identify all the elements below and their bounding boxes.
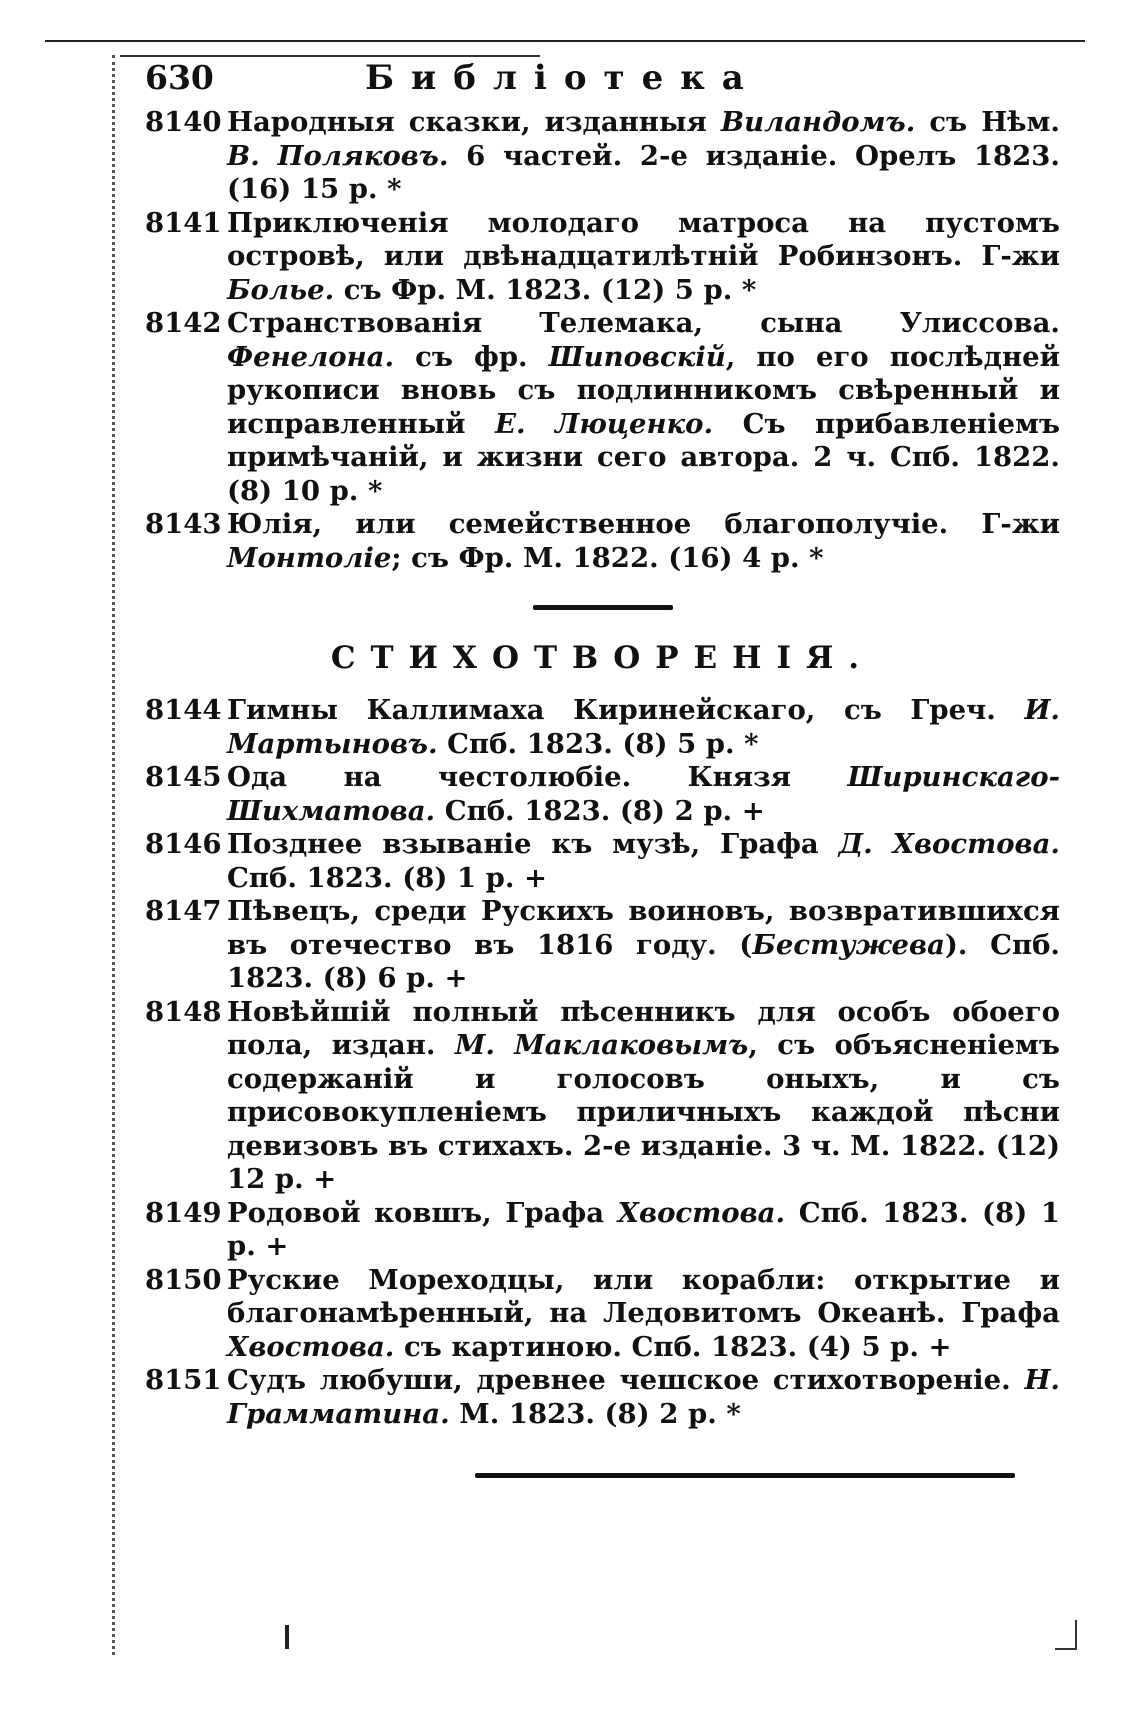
section-heading: СТИХОТВОРЕНІЯ. bbox=[330, 640, 875, 676]
catalog-entry bbox=[145, 1364, 1060, 1431]
catalog-entry bbox=[145, 996, 1060, 1197]
scan-border-top-inner bbox=[120, 55, 540, 57]
entry-text: Судъ любуши, древнее чешское стихотвореніе. Н. Грамматина. М. 1823. (8) 2 р. * bbox=[227, 1364, 1060, 1430]
catalog-entry bbox=[145, 1264, 1060, 1365]
running-title: Библіотека bbox=[365, 58, 761, 98]
scan-left-edge bbox=[112, 55, 121, 1655]
catalog-entry bbox=[145, 106, 1060, 207]
scan-mark-right-foot bbox=[1055, 1648, 1077, 1650]
entry-number: 8145 bbox=[145, 761, 222, 793]
entry-number: 8150 bbox=[145, 1263, 222, 1296]
entries-bottom-list bbox=[145, 694, 1060, 1431]
scan-border-top bbox=[45, 40, 1085, 42]
entry-text: Странствованія Телемака, сына Улиссова. Фенелона. съ фр. Шиповскій, по его послѣдней рукописи вновь съ подлинникомъ свѣренный и исправленный Е. Люценко. Съ прибавленіемъ примѣчаній, и жизни сего автора. 2 ч. Спб. 1822. (8) 10 р. * bbox=[227, 307, 1060, 507]
entry-number: 8143 bbox=[145, 508, 222, 540]
scan-mark-right bbox=[1075, 1620, 1077, 1648]
entry-text: Гимны Каллимаха Киринейскаго, съ Греч. И. Мартыновъ. Спб. 1823. (8) 5 р. * bbox=[227, 694, 1060, 760]
entry-number: 8140 bbox=[145, 106, 222, 138]
book-page bbox=[145, 58, 1060, 1478]
entry-text: Новѣйшій полный пѣсенникъ для особъ обоего пола, издан. М. Маклаковымъ, съ объясненіемъ содержаній и голосовъ оныхъ, и съ присовокупленіемъ приличныхъ каждой пѣсни девизовъ въ стихахъ. 2-е изданіе. 3 ч. М. 1822. (12) 12 р. + bbox=[227, 995, 1060, 1195]
entry-number: 8147 bbox=[145, 895, 222, 927]
entry-text: Приключенія молодаго матроса на пустомъ островѣ, или двѣнадцатилѣтній Робинзонъ. Г-жи Болье. съ Фр. М. 1823. (12) 5 р. * bbox=[227, 206, 1060, 306]
catalog-entry bbox=[145, 508, 1060, 575]
catalog-entry bbox=[145, 694, 1060, 761]
entry-text: Народныя сказки, изданныя Виландомъ. съ Нѣм. В. Поляковъ. 6 частей. 2-е изданіе. Орелъ 1823. (16) 15 р. * bbox=[227, 106, 1060, 205]
section-divider bbox=[533, 605, 673, 610]
entry-text: Родовой ковшъ, Графа Хвостова. Спб. 1823. (8) 1 р. + bbox=[227, 1196, 1060, 1262]
entry-number: 8144 bbox=[145, 694, 222, 726]
catalog-entry bbox=[145, 761, 1060, 828]
entry-text: Пѣвецъ, среди Рускихъ воиновъ, возвратившихся въ отечество въ 1816 году. (Бестужева). Спб. 1823. (8) 6 р. + bbox=[227, 895, 1061, 994]
entry-text: Позднее взываніе къ музѣ, Графа Д. Хвостова. Спб. 1823. (8) 1 р. + bbox=[227, 828, 1060, 894]
catalog-entry bbox=[145, 1197, 1060, 1264]
entry-text: Юлія, или семейственное благополучіе. Г-жи Монтоліе; съ Фр. М. 1822. (16) 4 р. * bbox=[227, 508, 1060, 574]
catalog-entry bbox=[145, 895, 1060, 996]
entry-number: 8151 bbox=[145, 1364, 222, 1396]
catalog-entry bbox=[145, 828, 1060, 895]
entry-number: 8149 bbox=[145, 1196, 222, 1229]
catalog-entry bbox=[145, 207, 1060, 308]
scan-mark-left bbox=[285, 1625, 289, 1649]
page-end-rule bbox=[475, 1473, 1015, 1478]
entry-number: 8146 bbox=[145, 828, 222, 860]
entry-text: Руские Мореходцы, или корабли: открытие и благонамѣренный, на Ледовитомъ Океанѣ. Графа Хвостова. съ картиною. Спб. 1823. (4) 5 р. + bbox=[227, 1263, 1060, 1363]
page-number: 630 bbox=[145, 58, 214, 97]
entry-text: Ода на честолюбіе. Князя Ширинскаго-Шихматова. Спб. 1823. (8) 2 р. + bbox=[227, 761, 1060, 827]
page-header bbox=[145, 58, 1060, 106]
entries-top-list bbox=[145, 106, 1060, 575]
entry-number: 8142 bbox=[145, 307, 222, 339]
entry-number: 8141 bbox=[145, 206, 222, 239]
catalog-entry bbox=[145, 307, 1060, 508]
entry-number: 8148 bbox=[145, 995, 222, 1028]
